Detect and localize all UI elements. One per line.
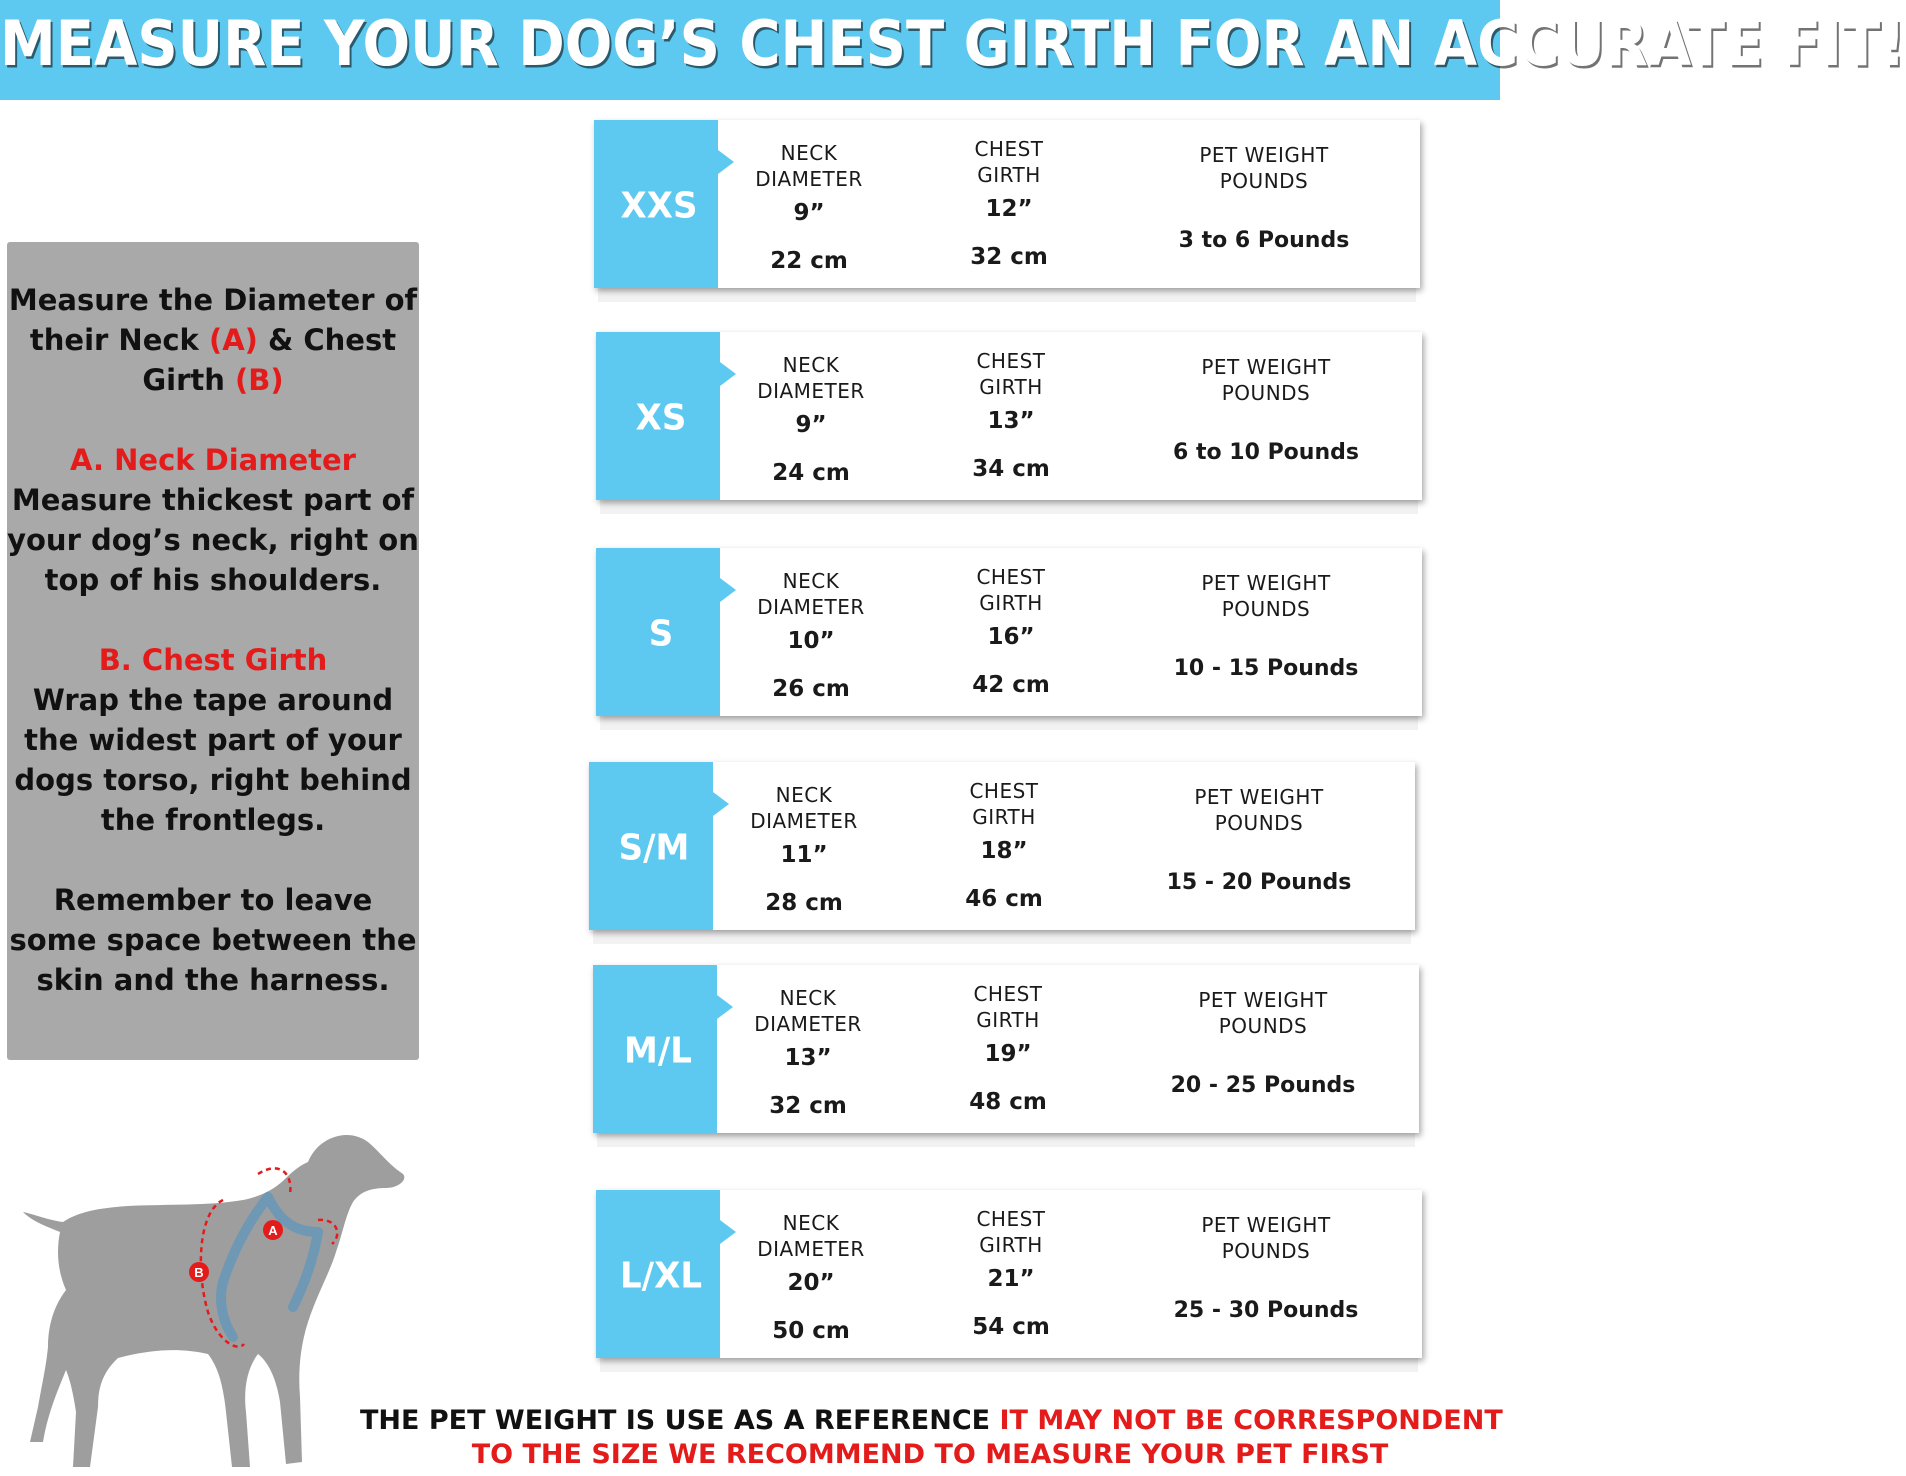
instructions-panel — [7, 242, 419, 1060]
chest-header-1: CHEST — [969, 779, 1039, 803]
chest-header-1: CHEST — [976, 565, 1046, 589]
weight-header-1: PET WEIGHT — [1199, 143, 1329, 167]
neck-header-1: NECK — [782, 1211, 840, 1235]
neck-inches: 9” — [795, 412, 827, 438]
size-label: M/L — [624, 1030, 692, 1072]
weight-header-2: POUNDS — [1221, 1239, 1311, 1263]
weight-header-2: POUNDS — [1221, 381, 1311, 405]
chest-cm: 32 cm — [970, 244, 1048, 270]
neck-inches: 13” — [784, 1045, 832, 1071]
neck-inches: 20” — [787, 1270, 835, 1296]
weight-column — [1163, 987, 1363, 1098]
neck-cm: 28 cm — [765, 890, 843, 916]
chest-inches: 16” — [987, 624, 1035, 650]
weight-column — [1159, 784, 1359, 895]
chest-header-2: GIRTH — [979, 1233, 1043, 1257]
chest-header-1: CHEST — [976, 1207, 1046, 1231]
weight-header-1: PET WEIGHT — [1194, 785, 1324, 809]
chest-column — [928, 981, 1088, 1115]
weight-range: 15 - 20 Pounds — [1166, 870, 1352, 895]
weight-column — [1166, 1212, 1366, 1323]
marker-b — [189, 1262, 209, 1282]
neck-inches: 10” — [787, 628, 835, 654]
chest-column — [931, 1206, 1091, 1340]
instructions-text — [7, 280, 419, 1000]
size-label: XS — [635, 397, 687, 439]
weight-header-1: PET WEIGHT — [1201, 355, 1331, 379]
neck-cm: 22 cm — [770, 248, 848, 274]
size-card-ml — [593, 965, 1419, 1133]
weight-range: 20 - 25 Pounds — [1170, 1073, 1356, 1098]
chest-inches: 13” — [987, 408, 1035, 434]
marker-a — [263, 1220, 283, 1240]
neck-header-1: NECK — [779, 986, 837, 1010]
dog-silhouette — [23, 1135, 404, 1467]
weight-column — [1164, 142, 1364, 253]
neck-column — [736, 568, 886, 702]
neck-cm: 50 cm — [772, 1318, 850, 1344]
size-card-s — [596, 548, 1422, 716]
neck-column — [736, 1210, 886, 1344]
chest-header-1: CHEST — [974, 137, 1044, 161]
weight-header-2: POUNDS — [1221, 597, 1311, 621]
chest-inches: 12” — [985, 196, 1033, 222]
neck-header-1: NECK — [782, 569, 840, 593]
chest-header-2: GIRTH — [979, 375, 1043, 399]
chest-cm: 54 cm — [972, 1314, 1050, 1340]
size-card-xs — [596, 332, 1422, 500]
chest-column — [931, 348, 1091, 482]
chest-column — [931, 564, 1091, 698]
neck-header-1: NECK — [780, 141, 838, 165]
neck-header-1: NECK — [775, 783, 833, 807]
weight-header-1: PET WEIGHT — [1201, 1213, 1331, 1237]
reminder-text: Remember to leave some space between the skin and the harness. — [9, 883, 417, 997]
weight-column — [1166, 354, 1366, 465]
chest-header-1: CHEST — [976, 349, 1046, 373]
size-card-sm — [589, 762, 1415, 930]
neck-header-2: DIAMETER — [757, 595, 865, 619]
chest-header-1: CHEST — [973, 982, 1043, 1006]
weight-header-1: PET WEIGHT — [1198, 988, 1328, 1012]
chest-cm: 42 cm — [972, 672, 1050, 698]
neck-cm: 24 cm — [772, 460, 850, 486]
weight-header-2: POUNDS — [1219, 169, 1309, 193]
chest-column — [924, 778, 1084, 912]
weight-column — [1166, 570, 1366, 681]
neck-inches: 11” — [780, 842, 828, 868]
disclaimer-line-2: TO THE SIZE WE RECOMMEND TO MEASURE YOUR PET FIRST — [471, 1439, 1389, 1470]
svg-text:B: B — [194, 1265, 204, 1280]
weight-range: 25 - 30 Pounds — [1173, 1298, 1359, 1323]
neck-header-2: DIAMETER — [754, 1012, 862, 1036]
weight-range: 10 - 15 Pounds — [1173, 656, 1359, 681]
size-label: L/XL — [620, 1255, 702, 1297]
chest-header-2: GIRTH — [972, 805, 1036, 829]
neck-column — [734, 140, 884, 274]
disclaimer — [360, 1404, 1503, 1472]
neck-inches: 9” — [793, 200, 825, 226]
neck-header-2: DIAMETER — [757, 1237, 865, 1261]
dog-harness-diagram — [18, 1122, 408, 1476]
neck-header-1: NECK — [782, 353, 840, 377]
disclaimer-line-1: THE PET WEIGHT IS USE AS A REFERENCE IT MAY NOT BE CORRESPONDENT — [360, 1405, 1503, 1436]
neck-diameter-title: A. Neck Diameter — [70, 443, 356, 477]
size-label: XXS — [620, 185, 698, 227]
neck-diameter-text: Measure thickest part of your dog’s neck, right on top of his shoulders. — [7, 483, 419, 597]
chest-header-2: GIRTH — [977, 163, 1041, 187]
chest-girth-text: Wrap the tape around the widest part of your dogs torso, right behind the frontlegs. — [14, 683, 412, 837]
size-card-xxs — [594, 120, 1420, 288]
chest-inches: 19” — [984, 1041, 1032, 1067]
weight-range: 3 to 6 Pounds — [1178, 228, 1350, 253]
size-label: S — [648, 613, 674, 655]
neck-cm: 32 cm — [769, 1093, 847, 1119]
svg-text:A: A — [268, 1223, 278, 1238]
chest-header-2: GIRTH — [976, 1008, 1040, 1032]
chest-column — [929, 136, 1089, 270]
chest-inches: 21” — [987, 1266, 1035, 1292]
neck-cm: 26 cm — [772, 676, 850, 702]
neck-column — [733, 985, 883, 1119]
neck-header-2: DIAMETER — [757, 379, 865, 403]
neck-header-2: DIAMETER — [750, 809, 858, 833]
neck-column — [736, 352, 886, 486]
intro-text: Measure the Diameter of their Neck (A) & Chest Girth (B) — [8, 283, 418, 397]
chest-cm: 46 cm — [965, 886, 1043, 912]
chest-inches: 18” — [980, 838, 1028, 864]
neck-header-2: DIAMETER — [755, 167, 863, 191]
size-label: S/M — [618, 827, 690, 869]
weight-header-1: PET WEIGHT — [1201, 571, 1331, 595]
size-card-lxl — [596, 1190, 1422, 1358]
header-banner — [0, 0, 1906, 100]
chest-girth-title: B. Chest Girth — [98, 643, 328, 677]
weight-header-2: POUNDS — [1214, 811, 1304, 835]
page-title: MEASURE YOUR DOG’S CHEST GIRTH FOR AN ACCURATE FIT! — [0, 8, 1906, 81]
chest-header-2: GIRTH — [979, 591, 1043, 615]
neck-column — [729, 782, 879, 916]
weight-range: 6 to 10 Pounds — [1173, 440, 1359, 465]
chest-cm: 34 cm — [972, 456, 1050, 482]
chest-cm: 48 cm — [969, 1089, 1047, 1115]
weight-header-2: POUNDS — [1218, 1014, 1308, 1038]
